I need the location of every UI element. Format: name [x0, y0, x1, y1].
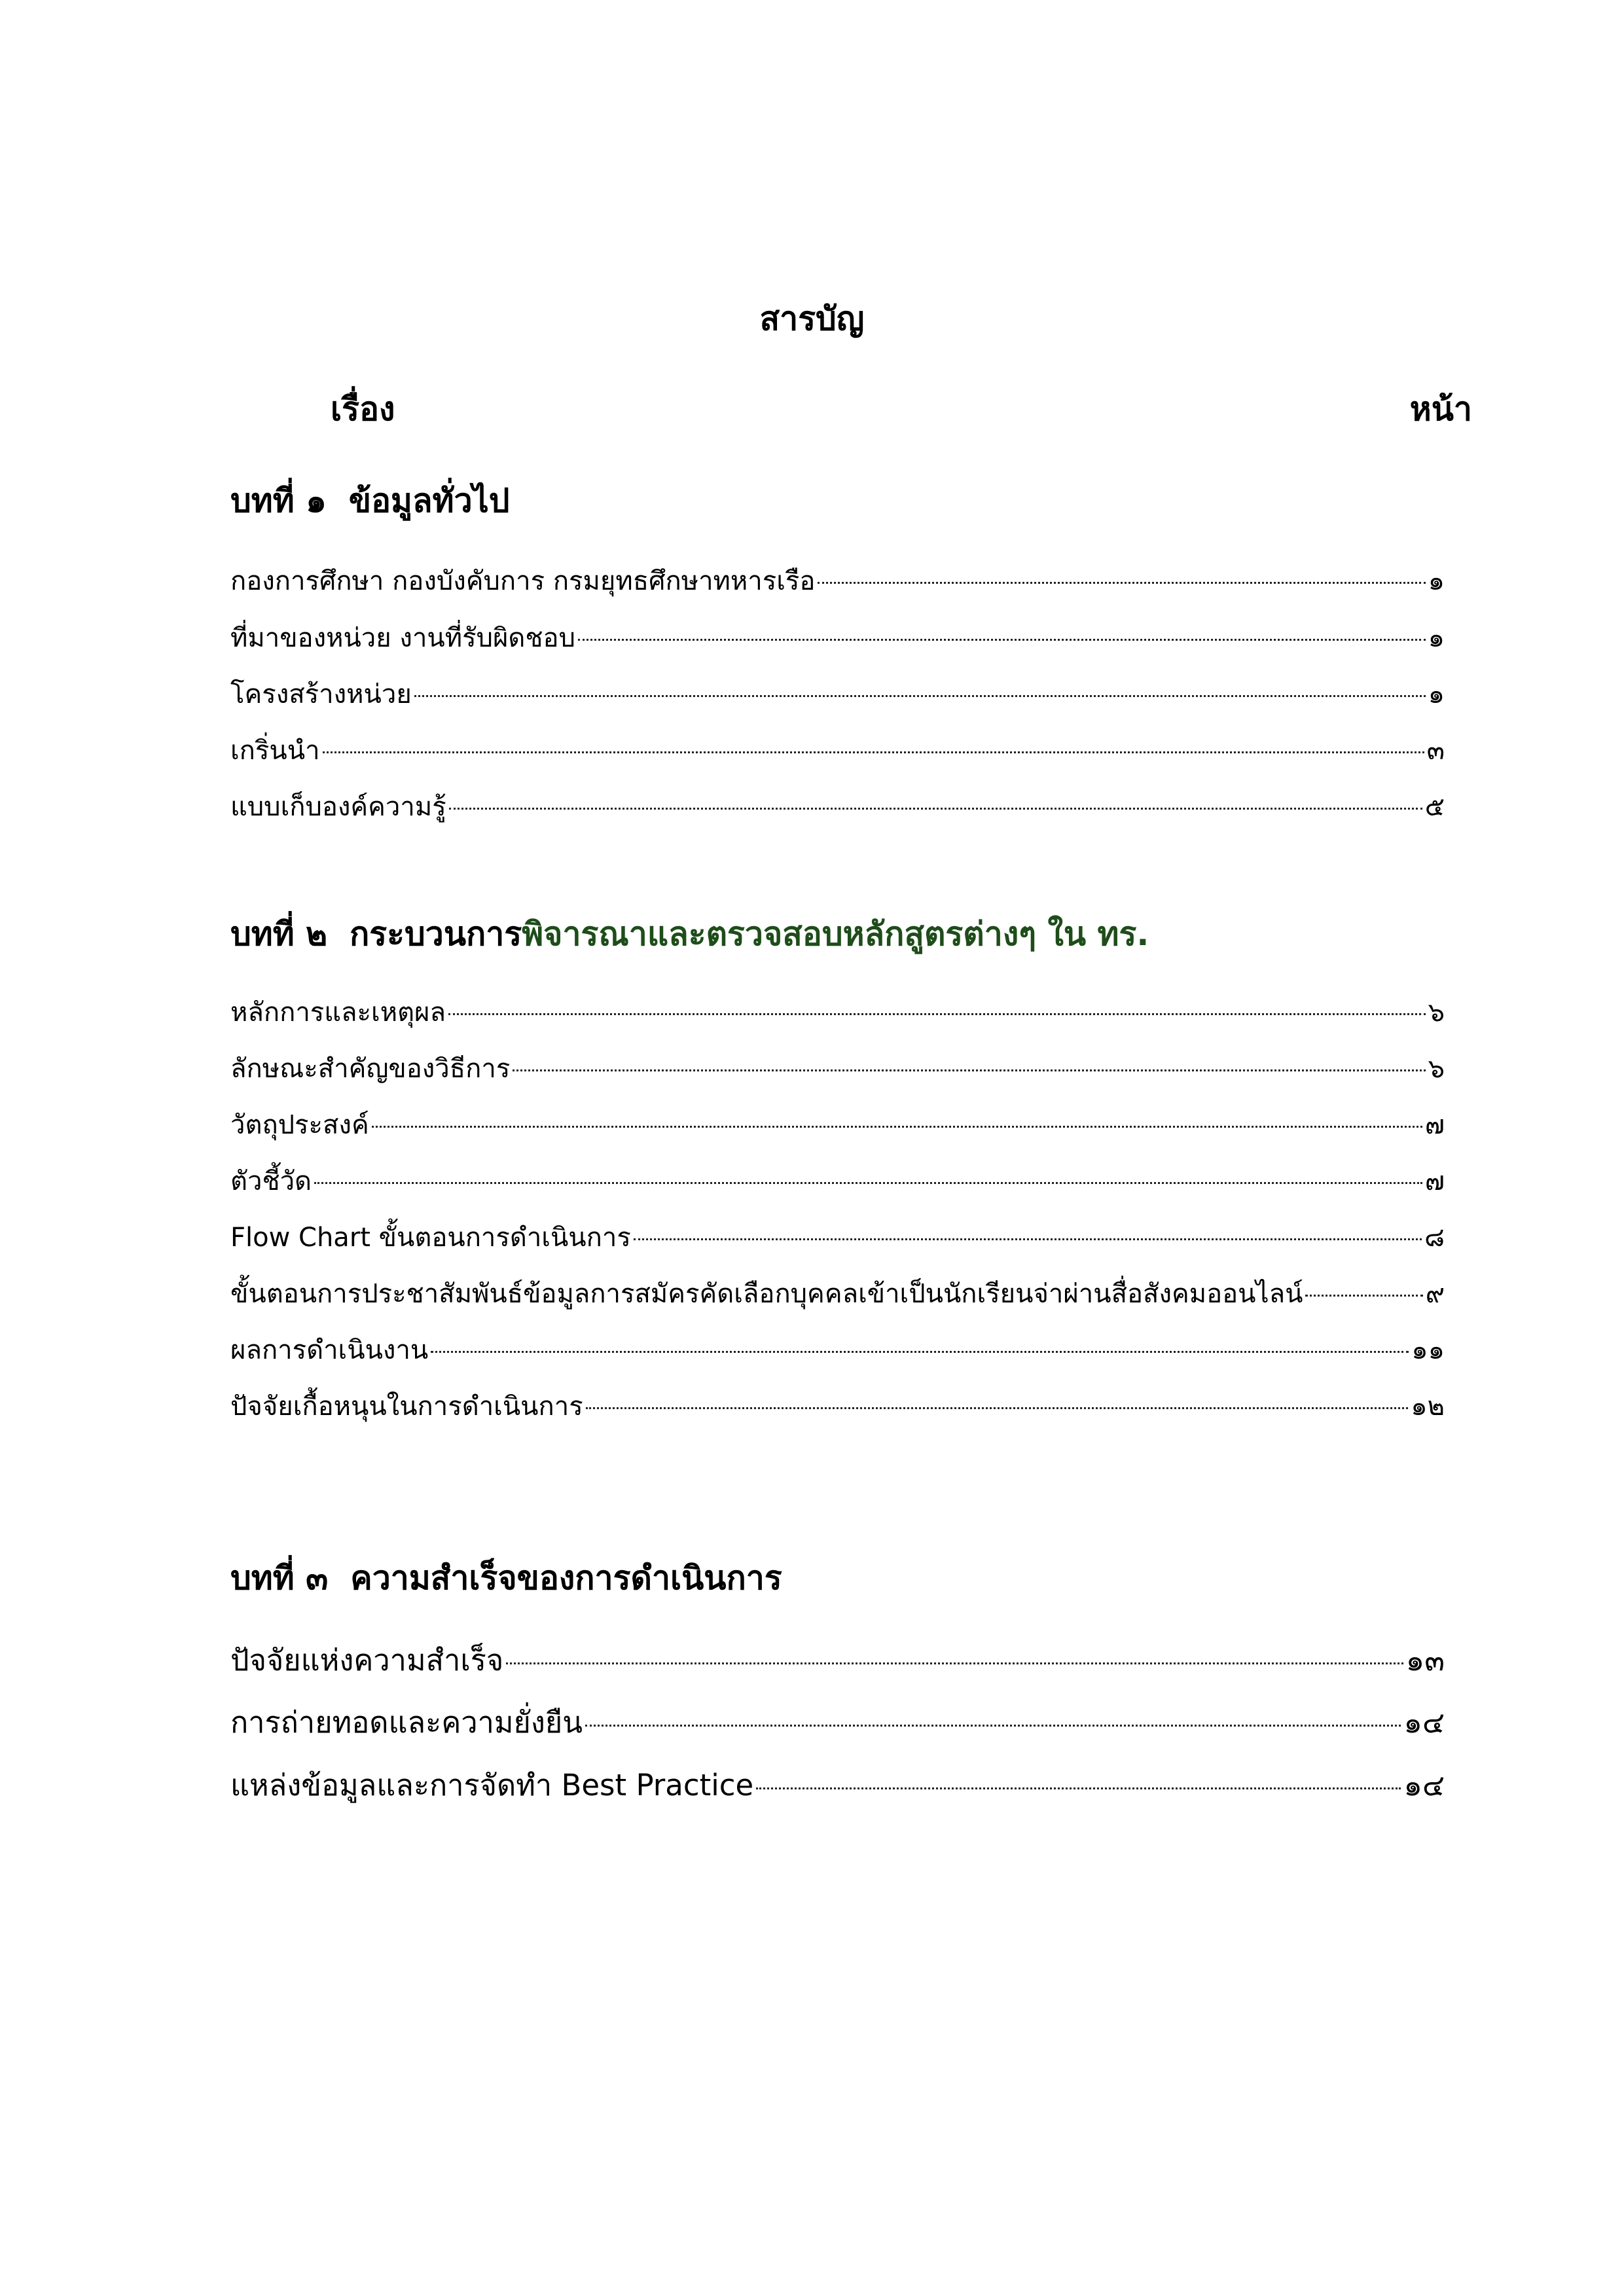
- toc-entry-text: ปัจจัยแห่งความสำเร็จ: [230, 1643, 504, 1677]
- dot-leader: [586, 1407, 1409, 1409]
- chapter-1-label: บทที่ ๑: [230, 482, 327, 520]
- toc-entry-page: ๑: [1428, 679, 1445, 709]
- chapter-1-title: ข้อมูลทั่วไป: [348, 482, 510, 520]
- toc-entry-page: ๑๑: [1411, 1335, 1445, 1365]
- dot-leader: [431, 1351, 1409, 1353]
- toc-entry-text: ผลการดำเนินงาน: [230, 1335, 429, 1365]
- toc-entry-page: ๗: [1424, 1110, 1445, 1140]
- subject-column-header: เรื่อง: [331, 390, 395, 428]
- dot-leader: [414, 695, 1426, 697]
- toc-entry-page: ๗: [1424, 1166, 1445, 1196]
- toc-entry-page: ๑๒: [1411, 1391, 1445, 1422]
- toc-entry[interactable]: [230, 1218, 1445, 1257]
- toc-entry-text: Flow Chart ขั้นตอนการดำเนินการ: [230, 1223, 631, 1253]
- dot-leader: [513, 1069, 1425, 1071]
- dot-leader: [323, 751, 1424, 753]
- dot-leader: [448, 1013, 1426, 1015]
- toc-entry[interactable]: [230, 619, 1445, 658]
- toc-entry[interactable]: [230, 1331, 1445, 1370]
- toc-entry-text: การถ่ายทอดและความยั่งยืน: [230, 1705, 583, 1740]
- toc-entry-page: ๘: [1424, 1223, 1445, 1253]
- toc-entry-page: ๓: [1426, 736, 1445, 766]
- toc-entry-text: หลักการและเหตุผล: [230, 997, 446, 1028]
- chapter-2-title: กระบวนการ: [350, 915, 522, 953]
- toc-entry-page: ๑๔: [1403, 1705, 1445, 1740]
- toc-entry[interactable]: [230, 1049, 1445, 1088]
- toc-entry[interactable]: [230, 731, 1445, 770]
- toc-entry-page: ๙: [1425, 1279, 1445, 1309]
- toc-entry[interactable]: [230, 993, 1445, 1032]
- chapter-3-heading: [230, 1555, 782, 1601]
- toc-entry[interactable]: [230, 1387, 1445, 1426]
- toc-entry-page: ๑: [1428, 566, 1445, 596]
- toc-entry-text: ตัวชี้วัด: [230, 1166, 312, 1196]
- toc-entry[interactable]: [230, 1702, 1445, 1744]
- toc-entry-text: ขั้นตอนการประชาสัมพันธ์ข้อมูลการสมัครคัดเลือกบุคคลเข้าเป็นนักเรียนจ่าผ่านสื่อสังคมออนไลน์: [230, 1279, 1303, 1309]
- toc-entry[interactable]: [230, 787, 1445, 827]
- toc-entry-text: แหล่งข้อมูลและการจัดทำ Best Practice: [230, 1768, 754, 1803]
- toc-entry-page: ๑๓: [1405, 1643, 1445, 1677]
- toc-entry[interactable]: [230, 1640, 1445, 1681]
- toc-entry-page: ๖: [1428, 997, 1445, 1028]
- chapter-3-label: บทที่ ๓: [230, 1559, 329, 1597]
- toc-entry-page: ๑: [1428, 623, 1445, 653]
- toc-entry-text: ปัจจัยเกื้อหนุนในการดำเนินการ: [230, 1391, 583, 1422]
- chapter-2-title-highlight: พิจารณาและตรวจสอบหลักสูตรต่างๆ ใน ทร.: [522, 915, 1149, 953]
- toc-entry[interactable]: [230, 675, 1445, 714]
- dot-leader: [372, 1126, 1422, 1128]
- toc-entry[interactable]: [230, 1274, 1445, 1314]
- toc-entry-text: ลักษณะสำคัญของวิธีการ: [230, 1054, 511, 1084]
- dot-leader: [506, 1662, 1403, 1664]
- dot-leader: [818, 582, 1425, 584]
- toc-entry-text: เกริ่นนำ: [230, 736, 320, 766]
- dot-leader: [578, 639, 1426, 641]
- dot-leader: [756, 1787, 1401, 1789]
- toc-entry-text: ที่มาของหน่วย งานที่รับผิดชอบ: [230, 623, 575, 653]
- dot-leader: [314, 1182, 1422, 1184]
- page-title: สารบัญ: [759, 300, 865, 338]
- chapter-1-heading: [230, 478, 510, 524]
- dot-leader: [585, 1725, 1401, 1727]
- chapter-2-heading: [230, 911, 1149, 957]
- toc-entry-text: วัตถุประสงค์: [230, 1110, 369, 1140]
- toc-entry[interactable]: [230, 1765, 1445, 1806]
- toc-entry[interactable]: [230, 562, 1445, 601]
- toc-entry-text: โครงสร้างหน่วย: [230, 679, 412, 709]
- dot-leader: [1305, 1295, 1422, 1297]
- toc-entry-page: ๕: [1424, 792, 1445, 822]
- chapter-2-label: บทที่ ๒: [230, 915, 328, 953]
- toc-entry-text: กองการศึกษา กองบังคับการ กรมยุทธศึกษาทหารเรือ: [230, 566, 816, 596]
- toc-entry-page: ๖: [1428, 1054, 1445, 1084]
- toc-entry[interactable]: [230, 1105, 1445, 1145]
- toc-entry[interactable]: [230, 1162, 1445, 1201]
- dot-leader: [449, 808, 1422, 810]
- toc-entry-page: ๑๔: [1403, 1768, 1445, 1803]
- page-column-header: หน้า: [1409, 390, 1472, 428]
- toc-entry-text: แบบเก็บองค์ความรู้: [230, 792, 446, 822]
- dot-leader: [634, 1238, 1422, 1240]
- chapter-3-title: ความสำเร็จของการดำเนินการ: [350, 1559, 782, 1597]
